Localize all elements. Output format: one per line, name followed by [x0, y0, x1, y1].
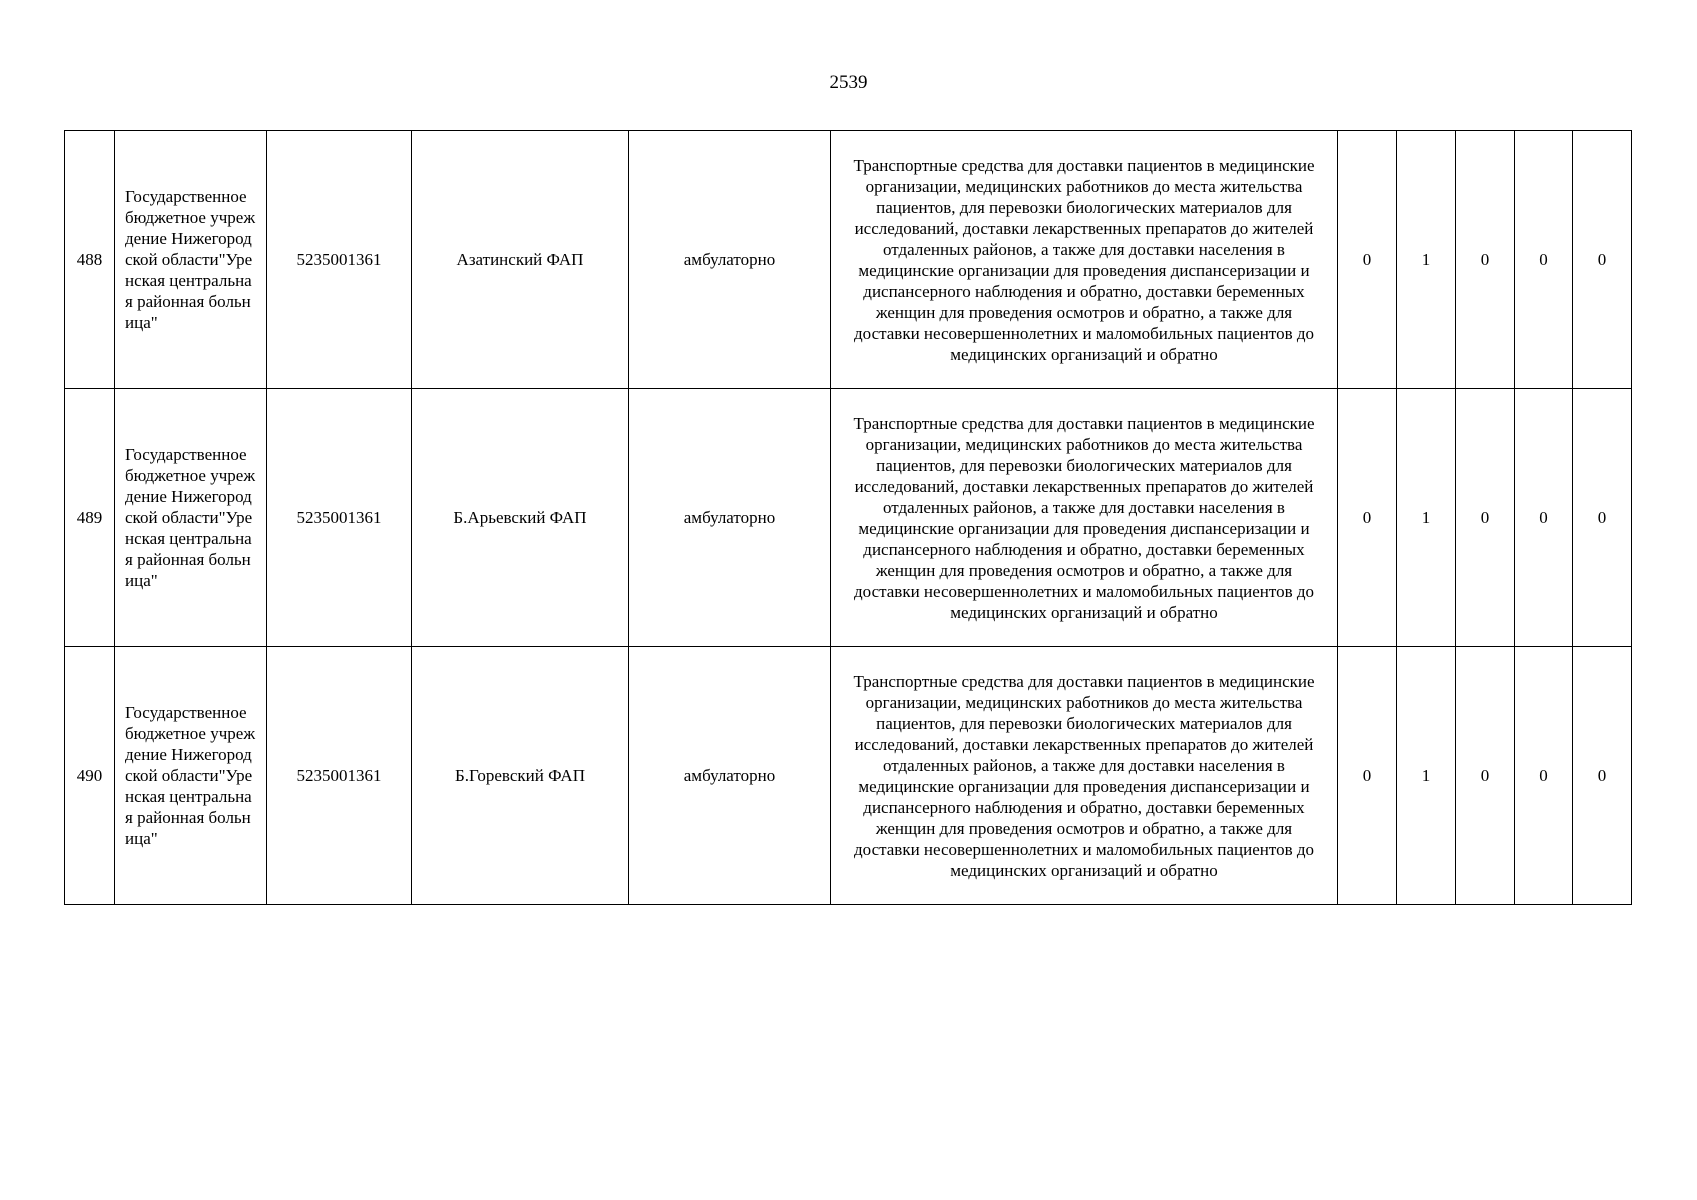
value-cell-2: 1 — [1397, 389, 1456, 647]
page-number: 2539 — [829, 72, 868, 93]
table-row — [65, 647, 1632, 905]
value-cell-5: 0 — [1573, 389, 1632, 647]
registry-table — [64, 130, 1632, 905]
unit-name: Б.Горевский ФАП — [412, 647, 629, 905]
value-cell-3: 0 — [1456, 647, 1515, 905]
inn-cell: 5235001361 — [267, 389, 412, 647]
organization-name: Государственное бюджетное учреждение Нижегородской области"Уренская центральная районная больница" — [115, 389, 267, 647]
organization-name: Государственное бюджетное учреждение Нижегородской области"Уренская центральная районная больница" — [115, 131, 267, 389]
care-type: амбулаторно — [629, 131, 831, 389]
value-cell-4: 0 — [1515, 131, 1573, 389]
unit-name: Азатинский ФАП — [412, 131, 629, 389]
care-type: амбулаторно — [629, 389, 831, 647]
row-number: 490 — [65, 647, 115, 905]
value-cell-2: 1 — [1397, 131, 1456, 389]
value-cell-3: 0 — [1456, 389, 1515, 647]
row-number: 488 — [65, 131, 115, 389]
value-cell-5: 0 — [1573, 131, 1632, 389]
description-cell: Транспортные средства для доставки пациентов в медицинские организации, медицинских работников до места жительства пациентов, для перевозки биологических материалов для исследований, доставки лекарственных препаратов до жителей отдаленных районов, а также для доставки населения в медицинские организации для проведения диспансеризации и диспансерного наблюдения и обратно, доставки беременных женщин для проведения осмотров и обратно, а также для доставки несовершеннолетних и маломобильных пациентов до медицинских организаций и обратно — [831, 647, 1338, 905]
value-cell-2: 1 — [1397, 647, 1456, 905]
organization-name: Государственное бюджетное учреждение Нижегородской области"Уренская центральная районная больница" — [115, 647, 267, 905]
description-cell: Транспортные средства для доставки пациентов в медицинские организации, медицинских работников до места жительства пациентов, для перевозки биологических материалов для исследований, доставки лекарственных препаратов до жителей отдаленных районов, а также для доставки населения в медицинские организации для проведения диспансеризации и диспансерного наблюдения и обратно, доставки беременных женщин для проведения осмотров и обратно, а также для доставки несовершеннолетних и маломобильных пациентов до медицинских организаций и обратно — [831, 131, 1338, 389]
table-row — [65, 389, 1632, 647]
value-cell-4: 0 — [1515, 647, 1573, 905]
description-cell: Транспортные средства для доставки пациентов в медицинские организации, медицинских работников до места жительства пациентов, для перевозки биологических материалов для исследований, доставки лекарственных препаратов до жителей отдаленных районов, а также для доставки населения в медицинские организации для проведения диспансеризации и диспансерного наблюдения и обратно, доставки беременных женщин для проведения осмотров и обратно, а также для доставки несовершеннолетних и маломобильных пациентов до медицинских организаций и обратно — [831, 389, 1338, 647]
row-number: 489 — [65, 389, 115, 647]
value-cell-5: 0 — [1573, 647, 1632, 905]
value-cell-1: 0 — [1338, 389, 1397, 647]
unit-name: Б.Арьевский ФАП — [412, 389, 629, 647]
value-cell-3: 0 — [1456, 131, 1515, 389]
table-row — [65, 131, 1632, 389]
care-type: амбулаторно — [629, 647, 831, 905]
value-cell-1: 0 — [1338, 647, 1397, 905]
inn-cell: 5235001361 — [267, 647, 412, 905]
inn-cell: 5235001361 — [267, 131, 412, 389]
value-cell-4: 0 — [1515, 389, 1573, 647]
value-cell-1: 0 — [1338, 131, 1397, 389]
